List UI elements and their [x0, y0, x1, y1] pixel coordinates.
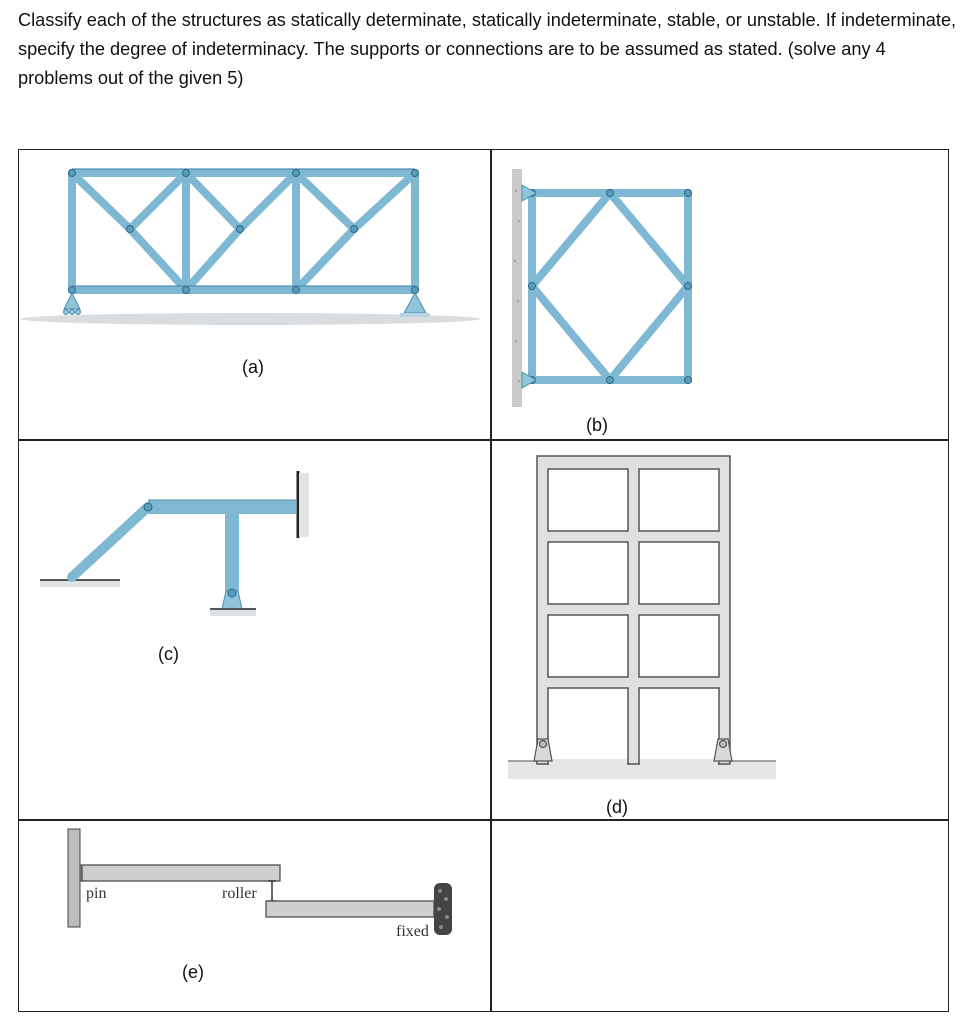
empty-cell — [492, 821, 949, 1011]
figure-e — [20, 821, 490, 1011]
figure-b — [492, 151, 949, 439]
lower-beam — [266, 901, 434, 917]
frame-b-drawing — [492, 151, 949, 439]
caption-b: (b) — [586, 415, 608, 435]
figure-c — [20, 441, 490, 819]
fixed-support — [434, 883, 452, 935]
label-pin: pin — [86, 885, 107, 902]
upper-beam — [82, 865, 280, 881]
label-roller: roller — [222, 885, 257, 902]
frame-members — [532, 193, 688, 380]
beam-e-drawing — [20, 821, 490, 1011]
frame-c-drawing — [20, 441, 490, 819]
figure-a — [20, 151, 490, 439]
wall — [512, 169, 522, 407]
label-fixed: fixed — [396, 923, 429, 940]
frame-joints — [529, 190, 692, 384]
frame-d-drawing — [492, 441, 949, 819]
caption-e: (e) — [182, 962, 204, 982]
truss-a-drawing — [20, 151, 490, 439]
inclined-member — [72, 507, 148, 577]
caption-c: (c) — [158, 644, 179, 664]
caption-a: (a) — [242, 357, 264, 377]
left-wall — [68, 829, 80, 927]
roller-symbol — [268, 881, 276, 901]
caption-d: (d) — [606, 797, 628, 817]
question-text: Classify each of the structures as statically determinate, statically indeterminate, stable, or unstable. If indeterminate, specify the degree of indeterminacy. The supports or connections are to be assumed as stated. (solve any 4 problems out of the given 5) — [18, 10, 957, 88]
pin-joint — [144, 503, 152, 511]
pin-support-bottom — [222, 589, 242, 609]
truss-joints — [69, 170, 419, 294]
truss-members — [72, 173, 415, 290]
roller-support-left — [64, 293, 81, 315]
figure-d — [492, 441, 949, 819]
pin-support-right — [400, 293, 430, 317]
